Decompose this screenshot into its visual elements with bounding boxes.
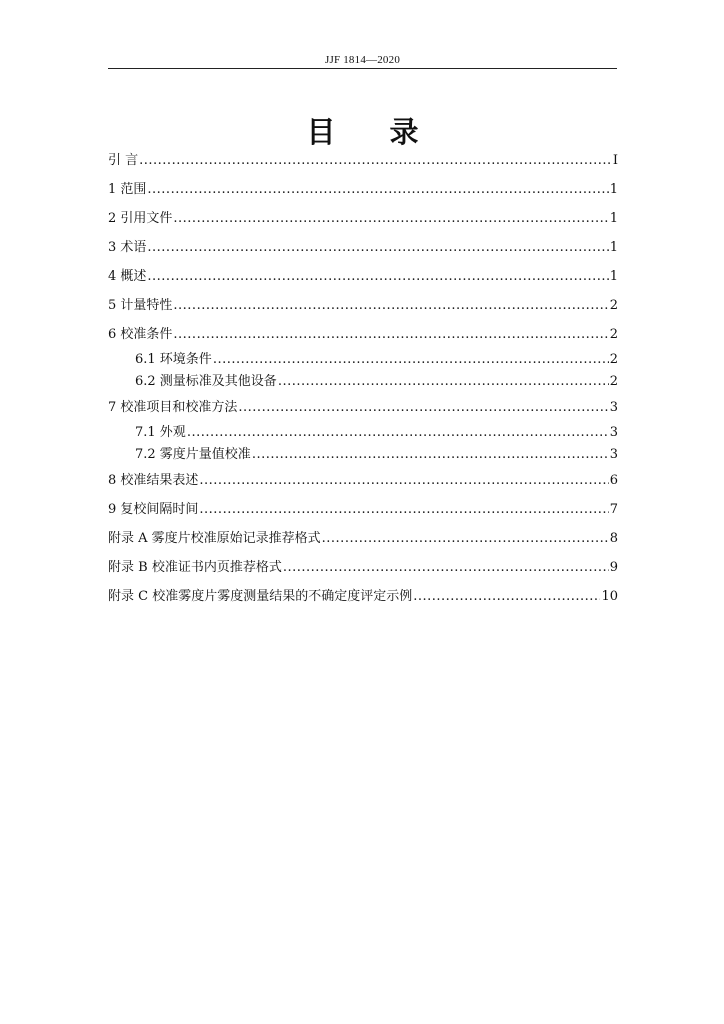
toc-entry-appendix-b[interactable]	[108, 553, 618, 582]
toc-entry-appearance[interactable]	[108, 422, 618, 444]
toc-entry-label: 6 校准条件	[108, 327, 173, 342]
toc-entry-label: 附录 A 雾度片校准原始记录推荐格式	[108, 531, 321, 546]
document-code-header: JJF 1814—2020	[324, 54, 401, 66]
toc-leader-dots	[199, 466, 608, 495]
toc-entry-page: 7	[609, 502, 618, 517]
toc-entry-label: 5 计量特性	[108, 298, 173, 313]
toc-leader-dots	[187, 422, 609, 444]
toc-entry-label: 附录 C 校准雾度片雾度测量结果的不确定度评定示例	[108, 589, 413, 604]
toc-leader-dots	[147, 175, 608, 204]
toc-entry-label: 2 引用文件	[108, 211, 173, 226]
toc-entry-label: 4 概述	[108, 269, 147, 284]
toc-entry-label: 引 言	[108, 153, 139, 168]
toc-entry-label: 8 校准结果表述	[108, 473, 199, 488]
toc-entry-page: 3	[609, 447, 618, 462]
toc-entry-label: 7.2 雾度片量值校准	[135, 447, 251, 462]
toc-entry-label: 1 范围	[108, 182, 147, 197]
toc-leader-dots	[322, 524, 609, 553]
toc-entry-calibration-items-methods[interactable]	[108, 393, 618, 422]
toc-leader-dots	[147, 233, 608, 262]
toc-leader-dots	[147, 262, 608, 291]
toc-entry-label: 附录 B 校准证书内页推荐格式	[108, 560, 282, 575]
toc-entry-page: 2	[609, 327, 618, 342]
toc-leader-dots	[278, 371, 609, 393]
page-title: 目 录	[306, 115, 441, 149]
toc-entry-page: 9	[609, 560, 618, 575]
toc-leader-dots	[173, 291, 608, 320]
toc-entry-terms[interactable]	[108, 233, 618, 262]
toc-leader-dots	[199, 495, 608, 524]
toc-entry-calibration-conditions[interactable]	[108, 320, 618, 349]
toc-entry-references[interactable]	[108, 204, 618, 233]
toc-leader-dots	[413, 582, 600, 611]
toc-entry-page: 1	[609, 211, 618, 226]
toc-entry-page: 10	[601, 589, 618, 604]
toc-entry-page: 1	[609, 269, 618, 284]
toc-entry-overview[interactable]	[108, 262, 618, 291]
toc-leader-dots	[238, 393, 608, 422]
toc-entry-results-expression[interactable]	[108, 466, 618, 495]
toc-entry-page: 1	[609, 182, 618, 197]
toc-entry-page: I	[612, 153, 618, 168]
toc-entry-label: 3 术语	[108, 240, 147, 255]
toc-entry-page: 2	[609, 374, 618, 389]
toc-entry-page: 3	[609, 425, 618, 440]
table-of-contents	[108, 146, 618, 611]
toc-leader-dots	[252, 444, 609, 466]
toc-entry-measurement-standards[interactable]	[108, 371, 618, 393]
toc-entry-page: 8	[609, 531, 618, 546]
header-divider	[108, 68, 617, 69]
toc-entry-page: 2	[609, 352, 618, 367]
toc-entry-recalibration-interval[interactable]	[108, 495, 618, 524]
toc-leader-dots	[283, 553, 609, 582]
toc-entry-label: 7 校准项目和校准方法	[108, 400, 238, 415]
toc-entry-label: 9 复校间隔时间	[108, 502, 199, 517]
toc-leader-dots	[173, 204, 608, 233]
toc-entry-label: 6.2 测量标准及其他设备	[135, 374, 277, 389]
toc-entry-page: 2	[609, 298, 618, 313]
toc-entry-scope[interactable]	[108, 175, 618, 204]
toc-entry-metrological-characteristics[interactable]	[108, 291, 618, 320]
toc-entry-appendix-a[interactable]	[108, 524, 618, 553]
toc-entry-environment-conditions[interactable]	[108, 349, 618, 371]
toc-entry-page: 1	[609, 240, 618, 255]
toc-entry-page: 3	[609, 400, 618, 415]
toc-leader-dots	[213, 349, 609, 371]
toc-entry-foreword[interactable]	[108, 146, 618, 175]
toc-entry-label: 7.1 外观	[135, 425, 186, 440]
toc-entry-haze-value-calibration[interactable]	[108, 444, 618, 466]
toc-entry-page: 6	[609, 473, 618, 488]
toc-entry-label: 6.1 环境条件	[135, 352, 212, 367]
toc-entry-appendix-c[interactable]	[108, 582, 618, 611]
toc-leader-dots	[139, 146, 612, 175]
toc-leader-dots	[173, 320, 608, 349]
